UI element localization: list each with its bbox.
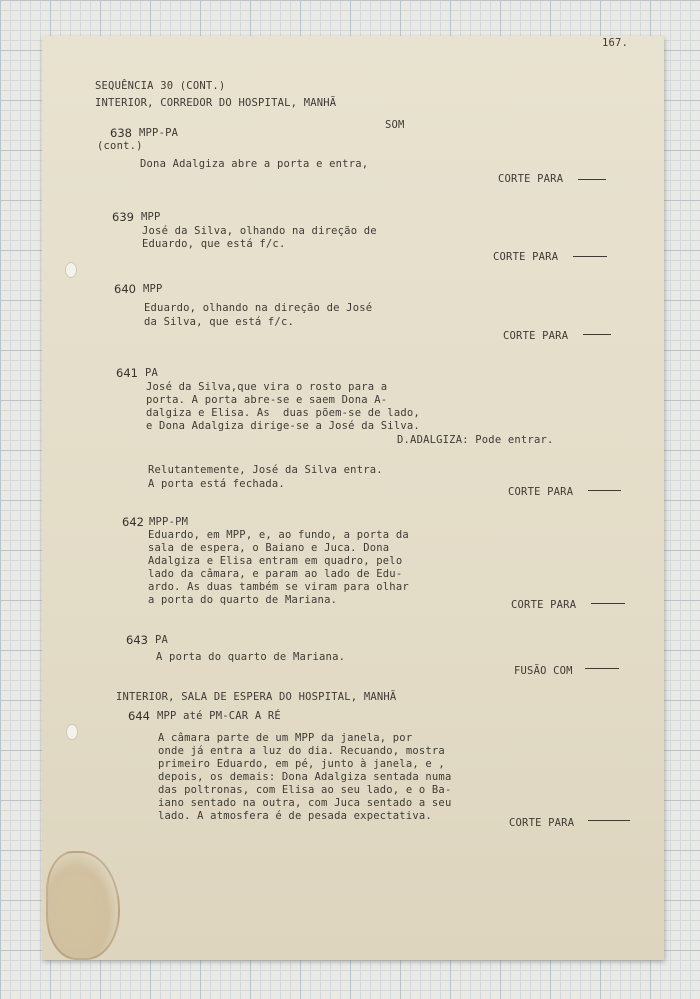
transition-dash (583, 334, 611, 335)
transition-dash (585, 668, 619, 669)
transition-label: CORTE PARA (493, 251, 559, 263)
shot-description-line: da Silva, que está f/c. (144, 316, 294, 328)
shot-description-line: onde já entra a luz do dia. Recuando, mostra (158, 745, 445, 757)
scene-heading: SEQUÊNCIA 30 (CONT.) (95, 80, 226, 92)
shot-description-line: e Dona Adalgiza dirige-se a José da Silva. (146, 420, 420, 432)
transition-label: CORTE PARA (498, 173, 564, 185)
script-page (42, 36, 664, 960)
shot-description-line: lado da câmara, e param ao lado de Edu- (148, 568, 403, 580)
shot-description-line: porta. A porta abre-se e saem Dona A- (146, 394, 388, 406)
water-stain (46, 851, 120, 960)
transition-dash (573, 256, 607, 257)
transition-dash (588, 490, 621, 491)
punch-hole-top (65, 262, 77, 278)
transition-label: CORTE PARA (503, 330, 569, 342)
dialogue-line: D.ADALGIZA: Pode entrar. (397, 434, 554, 446)
shot-description-line: Dona Adalgiza abre a porta e entra, (140, 158, 369, 170)
shot-description-line: sala de espera, o Baiano e Juca. Dona (148, 542, 390, 554)
shot-number: 641 (116, 366, 138, 380)
transition-label: CORTE PARA (509, 817, 575, 829)
shot-description-line: José da Silva,que vira o rosto para a (146, 381, 388, 393)
shot-number: 638 (110, 126, 132, 140)
punch-hole-bottom (66, 724, 78, 740)
shot-framing: MPP (141, 211, 161, 223)
shot-continued: (cont.) (97, 140, 143, 152)
shot-description-line: iano sentado na outra, com Juca sentado a seu (158, 797, 452, 809)
transition-dash (578, 179, 606, 180)
shot-framing: PA (155, 634, 169, 646)
shot-description-line: José da Silva, olhando na direção de (142, 225, 377, 237)
shot-number: 644 (128, 709, 150, 723)
shot-description-line: A câmara parte de um MPP da janela, por (158, 732, 413, 744)
shot-description-line: primeiro Eduardo, em pé, junto à janela, e , (158, 758, 445, 770)
shot-description-line: Adalgiza e Elisa entram em quadro, pelo (148, 555, 403, 567)
transition-label: CORTE PARA (511, 599, 577, 611)
shot-description-line: Eduardo, olhando na direção de José (144, 302, 373, 314)
shot-number: 643 (126, 633, 148, 647)
shot-description-line: Relutantemente, José da Silva entra. (148, 464, 383, 476)
shot-number: 639 (112, 210, 134, 224)
transition-label: CORTE PARA (508, 486, 574, 498)
shot-framing: MPP-PM (149, 516, 189, 528)
shot-framing: MPP-PA (139, 127, 179, 139)
transition-label: FUSÃO COM (514, 665, 573, 677)
page-number: 167. (602, 37, 629, 49)
shot-framing: MPP até PM-CAR A RÉ (157, 710, 281, 722)
shot-description-line: a porta do quarto de Mariana. (148, 594, 338, 606)
shot-framing: PA (145, 367, 159, 379)
scene-location: INTERIOR, SALA DE ESPERA DO HOSPITAL, MANHÃ (116, 691, 397, 703)
shot-number: 642 (122, 515, 144, 529)
transition-dash (588, 820, 630, 821)
shot-description-line: lado. A atmosfera é de pesada expectativa. (158, 810, 432, 822)
sound-label: SOM (385, 119, 405, 131)
shot-description-line: A porta está fechada. (148, 478, 285, 490)
shot-description-line: Eduardo, que está f/c. (142, 238, 286, 250)
shot-description-line: ardo. As duas também se viram para olhar (148, 581, 409, 593)
shot-description-line: dalgiza e Elisa. As duas põem-se de lado, (146, 407, 420, 419)
shot-framing: MPP (143, 283, 163, 295)
shot-description-line: A porta do quarto de Mariana. (156, 651, 346, 663)
scene-location: INTERIOR, CORREDOR DO HOSPITAL, MANHÃ (95, 97, 337, 109)
shot-description-line: depois, os demais: Dona Adalgiza sentada numa (158, 771, 452, 783)
transition-dash (591, 603, 625, 604)
shot-description-line: Eduardo, em MPP, e, ao fundo, a porta da (148, 529, 409, 541)
shot-description-line: das poltronas, com Elisa ao seu lado, e o Ba- (158, 784, 452, 796)
shot-number: 640 (114, 282, 136, 296)
